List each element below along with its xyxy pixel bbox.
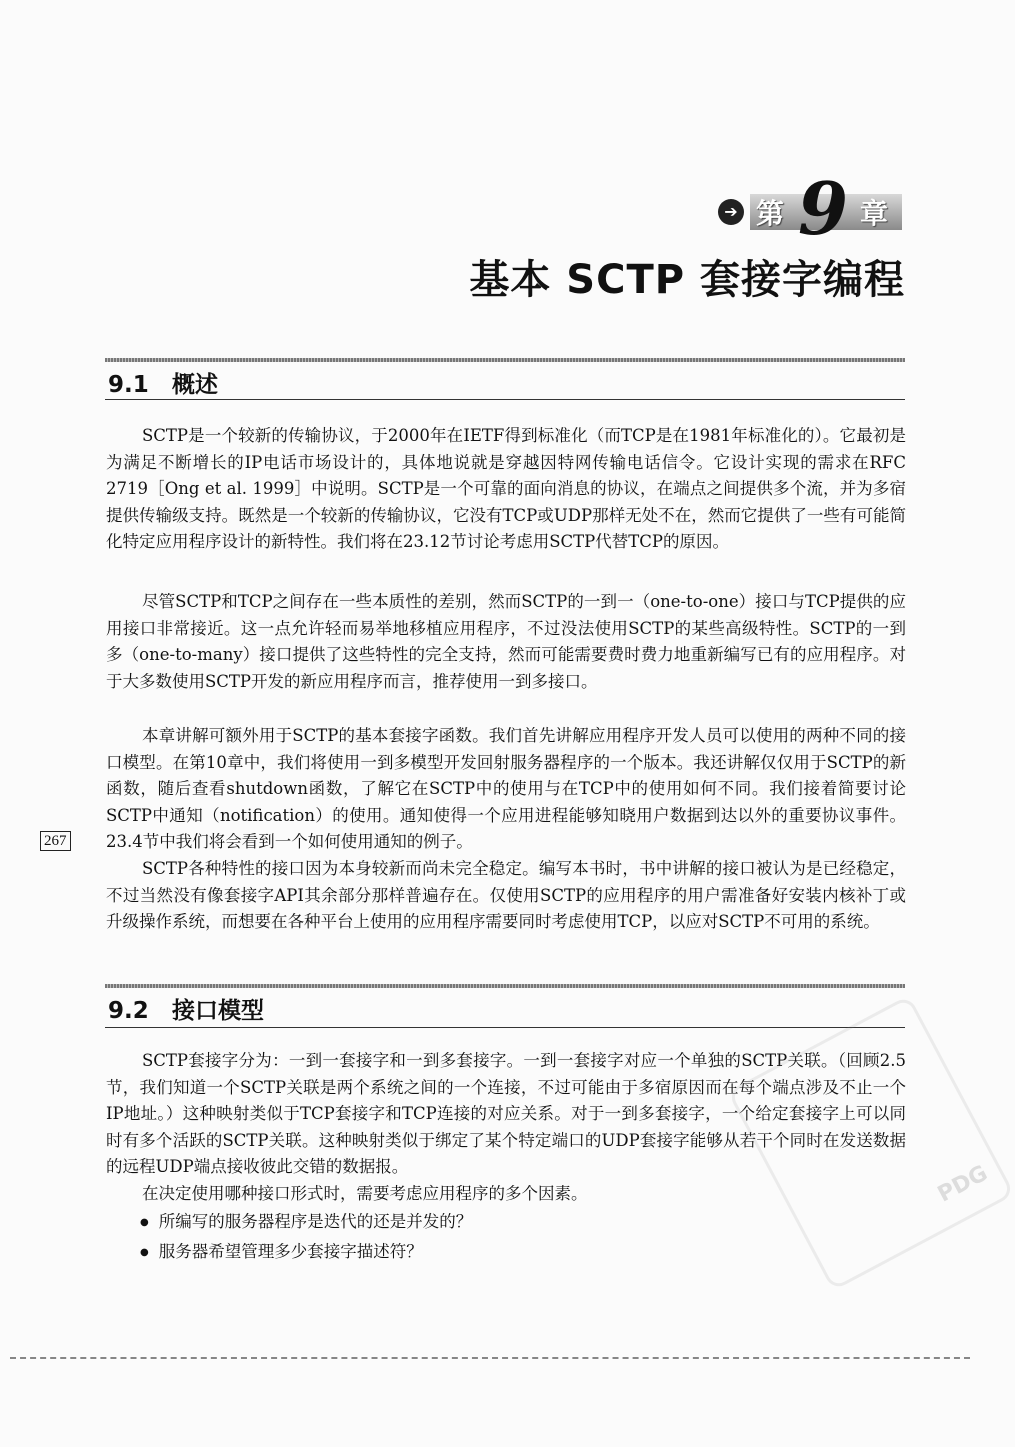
paragraph: 在决定使用哪种接口形式时，需要考虑应用程序的多个因素。 [142, 1184, 588, 1203]
watermark-text: PDG [933, 1160, 992, 1208]
section-number: 9.1 [108, 372, 149, 398]
bullet-item: ● 服务器希望管理多少套接字描述符？ [140, 1238, 472, 1268]
paragraph: SCTP套接字分为：一到一套接字和一到多套接字。一到一套接字对应一个单独的SCTP关联。（回顾2.5节，我们知道一个SCTP关联是两个系统之间的一个连接，不过可能由于多宿原因而在每个端点涉及不止一个IP地址。）这种映射类似于TCP套接字和TCP连接的对应关系。对于一到多套接字，一个给定套接字上可以同时有多个活跃的SCTP关联。这种映射类似于绑定了某个特定端口的UDP套接字能够从若干个同时在发送数据的远程UDP端点接收彼此交错的数据报。 [106, 1051, 906, 1177]
chapter-prefix: 第 [756, 197, 785, 230]
section-underline [105, 399, 905, 400]
section-rule [105, 984, 905, 988]
chapter-suffix: 章 [859, 197, 888, 230]
section-heading [108, 366, 218, 399]
chapter-badge [718, 166, 902, 251]
page-number: 267 [40, 831, 71, 851]
section-heading [108, 992, 264, 1025]
chapter-number: 9 [798, 166, 849, 251]
section-rule [105, 358, 905, 362]
bullet-item: ● 所编写的服务器程序是迭代的还是并发的？ [140, 1208, 472, 1238]
section-title: 接口模型 [172, 998, 264, 1024]
paragraph: SCTP是一个较新的传输协议，于2000年在IETF得到标准化（而TCP是在1981年标准化的）。它最初是为满足不断增长的IP电话市场设计的，具体地说就是穿越因特网传输电话信令。它设计实现的需求在RFC 2719［Ong et al. 1999］中说明。SCTP是一个可靠的面向消息的协议，在端点之间提供多个流，并为多宿提供传输级支持。既然是一个较新的传输协议，它没有TCP或UDP那样无处不在，然而它提供了一些有可能简化特定应用程序设计的新特性。我们将在23.12节讨论考虑用SCTP代替TCP的原因。 [106, 426, 906, 552]
section-title: 概述 [172, 372, 218, 398]
paragraph: 尽管SCTP和TCP之间存在一些本质性的差别，然而SCTP的一到一（one-to-one）接口与TCP提供的应用接口非常接近。这一点允许轻而易举地移植应用程序，不过没法使用SCTP的某些高级特性。SCTP的一到多（one-to-many）接口提供了这些特性的完全支持，然而可能需要费时费力地重新编写已有的应用程序。对于大多数使用SCTP开发的新应用程序而言，推荐使用一到多接口。 [106, 592, 906, 691]
section-underline [105, 1027, 905, 1028]
arrow-icon: ➔ [718, 199, 744, 225]
paragraph: SCTP各种特性的接口因为本身较新而尚未完全稳定。编写本书时，书中讲解的接口被认为是已经稳定，不过当然没有像套接字API其余部分那样普遍存在。仅使用SCTP的应用程序的用户需准备好安装内核补丁或升级操作系统，而想要在各种平台上使用的应用程序需要同时考虑使用TCP，以应对SCTP不可用的系统。 [106, 859, 906, 932]
bullet-list [140, 1208, 472, 1268]
section-number: 9.2 [108, 998, 149, 1024]
paragraph: 本章讲解可额外用于SCTP的基本套接字函数。我们首先讲解应用程序开发人员可以使用的两种不同的接口模型。在第10章中，我们将使用一到多模型开发回射服务器程序的一个版本。我还讲解仅仅用于SCTP的新函数，随后查看shutdown函数，了解它在SCTP中的使用与在TCP中的使用如何不同。我们接着简要讨论SCTP中通知（notification）的使用。通知使得一个应用进程能够知晓用户数据到达以外的重要协议事件。23.4节中我们将会看到一个如何使用通知的例子。 [106, 726, 906, 852]
chapter-title: 基本 SCTP 套接字编程 [469, 257, 905, 303]
bottom-rule [10, 1357, 970, 1365]
watermark-stamp [727, 995, 1015, 1291]
chapter-bar [750, 166, 902, 251]
